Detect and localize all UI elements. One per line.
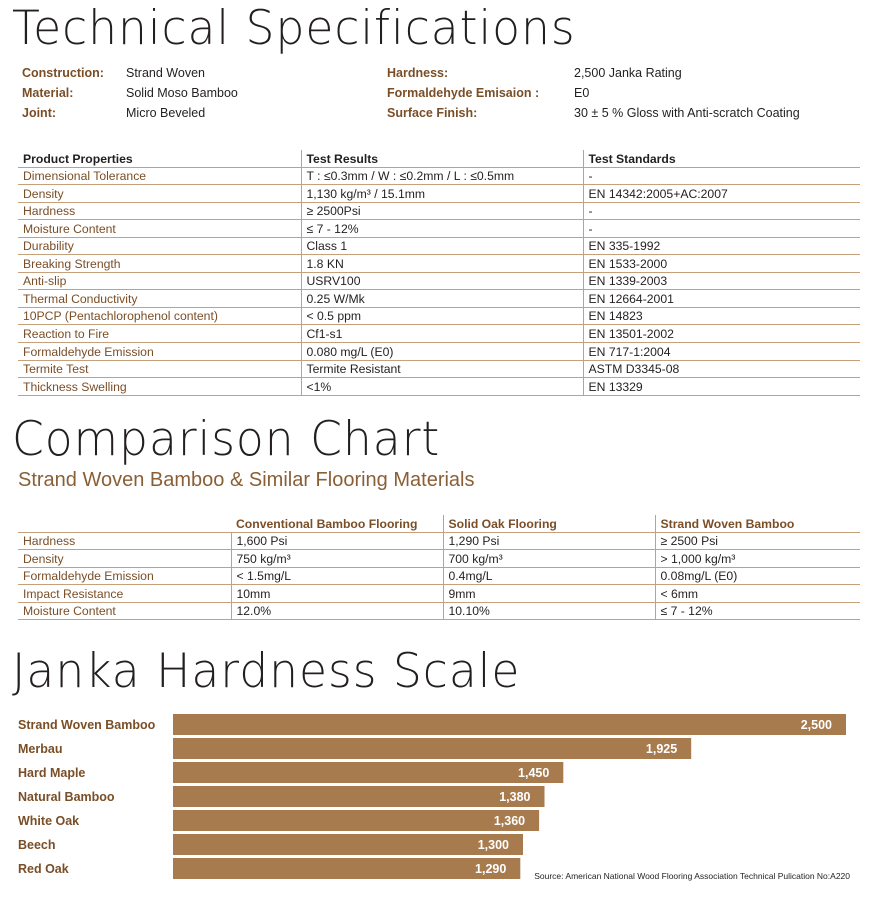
table-cell: Termite Resistant (301, 360, 583, 378)
table-cell: 12.0% (231, 602, 443, 620)
bar (173, 858, 520, 879)
properties-row (18, 343, 860, 361)
row-label-cell: Density (18, 185, 301, 203)
bar-category-label: Merbau (18, 742, 63, 756)
table-cell: 0.080 mg/L (E0) (301, 343, 583, 361)
row-label-cell: Density (18, 550, 231, 568)
table-cell: 750 kg/m³ (231, 550, 443, 568)
table-cell: 0.08mg/L (E0) (655, 567, 860, 585)
source-note: Source: American National Wood Flooring Association Technical Pulication No:A220 (534, 871, 850, 881)
table-cell: EN 1533-2000 (583, 255, 860, 273)
comparison-row (18, 550, 860, 568)
table-cell: < 0.5 ppm (301, 307, 583, 325)
properties-row (18, 325, 860, 343)
properties-row (18, 220, 860, 238)
table-cell: <1% (301, 378, 583, 396)
comparison-row (18, 532, 860, 550)
table-cell: ≥ 2500Psi (301, 202, 583, 220)
table-cell: EN 13329 (583, 378, 860, 396)
row-label-cell: Hardness (18, 202, 301, 220)
bar-value-label: 1,925 (645, 742, 678, 756)
row-label-cell: Durability (18, 237, 301, 255)
spec-label: Material: (22, 86, 74, 100)
page-title-technical-specifications: Technical Specifications (12, 1, 576, 56)
table-header-row (18, 150, 860, 167)
properties-row (18, 290, 860, 308)
table-cell: ASTM D3345-08 (583, 360, 860, 378)
bar-category-label: Beech (18, 838, 56, 852)
table-cell: < 6mm (655, 585, 860, 603)
table-cell: 10.10% (443, 602, 655, 620)
spec-values-left (126, 66, 238, 126)
bar-value-label: 1,360 (493, 814, 526, 828)
table-cell: EN 335-1992 (583, 237, 860, 255)
bar (173, 714, 846, 735)
row-label-cell: Thickness Swelling (18, 378, 301, 396)
bar-category-label: Strand Woven Bamboo (18, 718, 156, 732)
properties-row (18, 237, 860, 255)
row-label-cell: Formaldehyde Emission (18, 567, 231, 585)
properties-row (18, 272, 860, 290)
product-properties-table (18, 150, 860, 396)
table-cell: T : ≤0.3mm / W : ≤0.2mm / L : ≤0.5mm (301, 167, 583, 185)
properties-row (18, 360, 860, 378)
bar-category-label: Natural Bamboo (18, 790, 115, 804)
table-cell: ≤ 7 - 12% (655, 602, 860, 620)
bar-value-label: 1,450 (518, 766, 550, 780)
bar-category-label: Hard Maple (18, 766, 86, 780)
spec-labels-left (22, 66, 104, 126)
properties-row (18, 255, 860, 273)
section-title-janka-hardness-scale: Janka Hardness Scale (12, 644, 521, 699)
column-header: Test Standards (583, 150, 860, 167)
table-cell: EN 1339-2003 (583, 272, 860, 290)
table-cell: ≥ 2500 Psi (655, 532, 860, 550)
row-label-cell: Termite Test (18, 360, 301, 378)
bar-category-label: Red Oak (18, 862, 69, 876)
row-label-cell: Formaldehyde Emission (18, 343, 301, 361)
janka-hardness-bar-chart (0, 708, 884, 888)
properties-row (18, 307, 860, 325)
bar (173, 738, 691, 759)
section-title-comparison-chart: Comparison Chart (12, 412, 441, 467)
row-label-cell: Hardness (18, 532, 231, 550)
table-cell: 1,290 Psi (443, 532, 655, 550)
table-cell: EN 12664-2001 (583, 290, 860, 308)
column-header: Strand Woven Bamboo (655, 515, 860, 532)
table-cell: < 1.5mg/L (231, 567, 443, 585)
properties-row (18, 378, 860, 396)
bar-value-label: 2,500 (800, 718, 832, 732)
table-cell: Class 1 (301, 237, 583, 255)
properties-row (18, 202, 860, 220)
table-cell: EN 14823 (583, 307, 860, 325)
table-cell: 700 kg/m³ (443, 550, 655, 568)
table-cell: 0.4mg/L (443, 567, 655, 585)
bar-value-label: 1,290 (475, 862, 507, 876)
column-header: Product Properties (18, 150, 301, 167)
spec-value: E0 (574, 86, 590, 100)
bar (173, 810, 539, 831)
spec-labels-right (387, 66, 539, 126)
row-label-cell: Thermal Conductivity (18, 290, 301, 308)
spec-value: 30 ± 5 % Gloss with Anti-scratch Coating (574, 106, 800, 120)
spec-values-right (574, 66, 800, 126)
column-header: Solid Oak Flooring (443, 515, 655, 532)
table-cell: - (583, 167, 860, 185)
table-cell: 1,130 kg/m³ / 15.1mm (301, 185, 583, 203)
comparison-row (18, 585, 860, 603)
spec-value: Micro Beveled (126, 106, 206, 120)
spec-value: Strand Woven (126, 66, 205, 80)
row-label-cell: Anti-slip (18, 272, 301, 290)
table-cell: 9mm (443, 585, 655, 603)
column-header: Test Results (301, 150, 583, 167)
row-label-cell: Dimensional Tolerance (18, 167, 301, 185)
table-cell: 0.25 W/Mk (301, 290, 583, 308)
bar (173, 786, 545, 807)
spec-label: Joint: (22, 106, 57, 120)
table-cell: Cf1-s1 (301, 325, 583, 343)
bar (173, 834, 523, 855)
bar (173, 762, 563, 783)
table-cell: > 1,000 kg/m³ (655, 550, 860, 568)
spec-label: Formaldehyde Emisaion : (387, 86, 540, 100)
table-cell: USRV100 (301, 272, 583, 290)
comparison-subtitle: Strand Woven Bamboo & Similar Flooring Materials (18, 469, 475, 491)
spec-value: Solid Moso Bamboo (126, 86, 238, 100)
table-cell: - (583, 202, 860, 220)
spec-label: Construction: (22, 66, 104, 80)
row-label-cell: Moisture Content (18, 602, 231, 620)
table-cell: 1,600 Psi (231, 532, 443, 550)
table-cell: - (583, 220, 860, 238)
row-label-cell: Breaking Strength (18, 255, 301, 273)
properties-row (18, 167, 860, 185)
table-cell: EN 13501-2002 (583, 325, 860, 343)
table-cell: ≤ 7 - 12% (301, 220, 583, 238)
bar-value-label: 1,300 (477, 838, 509, 852)
comparison-row (18, 602, 860, 620)
table-cell: 1.8 KN (301, 255, 583, 273)
spec-value: 2,500 Janka Rating (574, 66, 682, 80)
row-label-cell: Impact Resistance (18, 585, 231, 603)
table-header-row (18, 515, 860, 532)
row-label-cell: Moisture Content (18, 220, 301, 238)
comparison-table (18, 515, 860, 620)
comparison-row (18, 567, 860, 585)
bar-category-label: White Oak (18, 814, 80, 828)
bar-value-label: 1,380 (499, 790, 531, 804)
table-cell: 10mm (231, 585, 443, 603)
spec-label: Hardness: (387, 66, 449, 80)
row-label-cell: Reaction to Fire (18, 325, 301, 343)
spec-label: Surface Finish: (387, 106, 478, 120)
table-cell: EN 14342:2005+AC:2007 (583, 185, 860, 203)
column-header (18, 515, 231, 532)
column-header: Conventional Bamboo Flooring (231, 515, 443, 532)
table-cell: EN 717-1:2004 (583, 343, 860, 361)
row-label-cell: 10PCP (Pentachlorophenol content) (18, 307, 301, 325)
properties-row (18, 185, 860, 203)
